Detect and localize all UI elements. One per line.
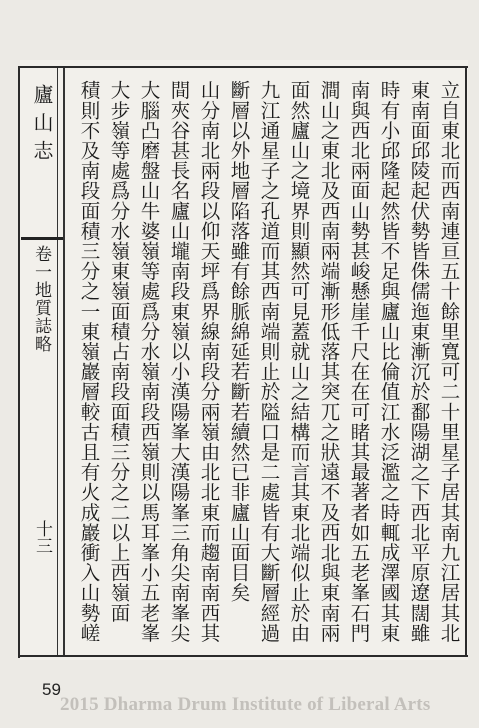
frame-bottom-rule xyxy=(20,655,468,657)
spine-leaf-number: 十三 xyxy=(32,520,52,554)
text-column: 斷層以外地層陷落雖有餘脈綿延若斷若續然已非廬山面目矣 xyxy=(227,80,251,603)
text-column: 南與西北兩面山勢甚峻懸崖千尺在在可睹其最著者如五老峯石門 xyxy=(347,80,371,643)
spine-rule-outer xyxy=(63,68,65,655)
frame-left-rule xyxy=(18,66,20,658)
text-column: 積則不及南段面積三分之一東嶺巖層較古且有火成巖衝入山勢嵯 xyxy=(77,80,101,643)
text-column: 面然廬山之境界則顯然可見蓋就山之結構而言其東北端似止於由 xyxy=(287,80,311,643)
text-column: 東南面邱陵起伏勢皆侏儒迤東漸沉於鄱陽湖之下西北平原遼闊雖 xyxy=(407,80,431,643)
frame-top-rule xyxy=(20,66,468,68)
text-column: 大腦凸磨盤山牛婆嶺等處爲分水嶺南段西嶺則以馬耳峯小五老峯 xyxy=(137,80,161,643)
spine-title: 廬山志 xyxy=(30,84,54,168)
text-column: 大步嶺等處爲分水嶺東嶺面積占南段面積三分之二以上西嶺面 xyxy=(107,80,131,623)
page-number: 59 xyxy=(42,680,61,699)
text-column: 時有小邱隆起然皆不足與廬山比倫值江水泛濫之時輒成澤國其東 xyxy=(377,80,401,643)
text-column: 山分南北兩段以仰天坪爲界線南段分兩嶺由北北東而趨南南西其 xyxy=(197,80,221,643)
text-column: 澗山之東北及西南兩端漸形低落其突兀之狀遠不及西北與東南兩 xyxy=(317,80,341,643)
spine-fishtail-mark xyxy=(21,237,63,240)
text-column: 立自東北而西南連亘五十餘里寬可二十里星子居其南九江居其北 xyxy=(437,80,461,643)
text-column: 九江通星子之孔道而其西南端則止於隘口是二處皆有大斷層經過 xyxy=(257,80,281,643)
frame-right-rule xyxy=(465,66,467,656)
watermark-text: 2015 Dharma Drum Institute of Liberal Arts xyxy=(60,694,431,715)
spine-chapter-label: 卷一地質誌略 xyxy=(31,245,51,353)
spine-rule-inner xyxy=(57,68,58,655)
text-column: 間夾谷甚長名廬山壠南段東嶺以小漢陽峯大漢陽峯三角尖南峯尖 xyxy=(167,80,191,643)
